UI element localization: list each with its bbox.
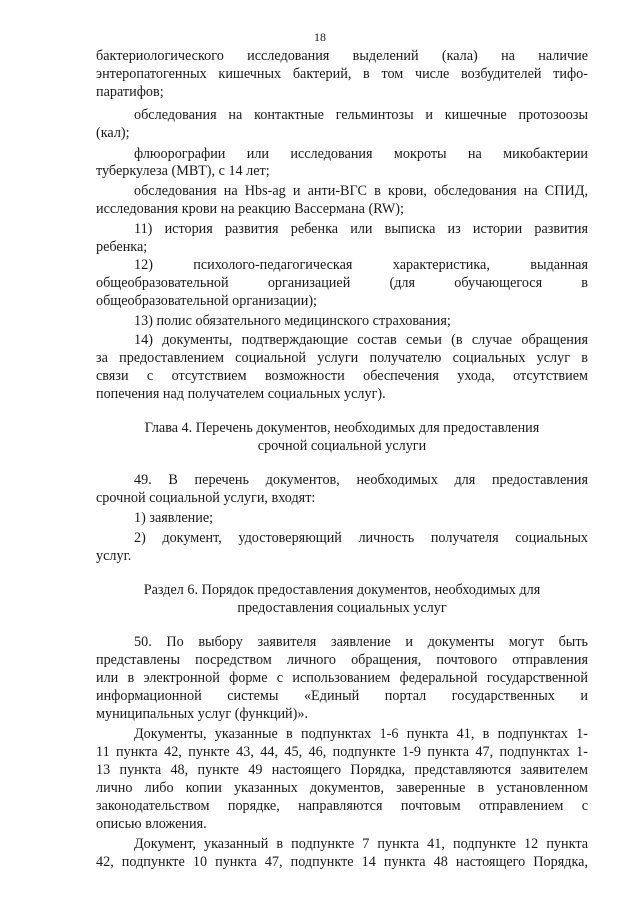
- text-line: общеобразовательной организации);: [96, 293, 318, 309]
- text-line: бактериологического исследования выделений (кала) на наличие: [96, 48, 588, 64]
- text-line: общеобразовательной организацией (для обучающегося в: [96, 275, 588, 291]
- text-line: 13) полис обязательного медицинского страхования;: [134, 313, 451, 329]
- text-line: Документ, указанный в подпункте 7 пункта 41, подпункте 12 пункта: [134, 836, 588, 852]
- text-line: 14) документы, подтверждающие состав семьи (в случае обращения: [134, 332, 588, 348]
- text-line: обследования на контактные гельминтозы и кишечные протозоозы: [134, 107, 588, 123]
- text-line: 13 пункта 48, пункте 49 настоящего Порядка, представляются заявителем: [96, 762, 588, 778]
- text-line: (кал);: [96, 125, 130, 141]
- text-line: 42, подпункте 10 пункта 47, подпункте 14 пункта 48 настоящего Порядка,: [96, 854, 588, 870]
- text-line: 1) заявление;: [134, 510, 214, 526]
- text-line: представлены посредством личного обращения, почтового отправления: [96, 652, 588, 668]
- text-line: муниципальных услуг (функций)».: [96, 706, 308, 722]
- text-line: 11 пункта 42, пункте 43, 44, 45, 46, подпункте 1-9 пункта 47, подпунктах 1-: [96, 744, 588, 760]
- text-line: флюорографии или исследования мокроты на микобактерии: [134, 146, 588, 162]
- text-line: паратифов;: [96, 84, 164, 100]
- text-line: или в электронной форме с использованием федеральной государственной: [96, 670, 588, 686]
- text-line: 49. В перечень документов, необходимых для предоставления: [134, 472, 588, 488]
- chapter-heading: Глава 4. Перечень документов, необходимых для предоставления: [144, 420, 540, 436]
- text-line: услуг.: [96, 548, 132, 564]
- text-line: 11) история развития ребенка или выписка из истории развития: [134, 221, 588, 237]
- text-line: туберкулеза (МВТ), с 14 лет;: [96, 163, 270, 179]
- text-line: информационной системы «Единый портал государственных и: [96, 688, 588, 704]
- chapter-heading: срочной социальной услуги: [257, 438, 427, 454]
- text-line: срочной социальной услуги, входят:: [96, 490, 316, 506]
- text-line: ребенка;: [96, 239, 148, 255]
- text-line: лично либо копии указанных документов, заверенные в установленном: [96, 780, 588, 796]
- text-line: за предоставлением социальной услуги получателю социальных услуг в: [96, 350, 588, 366]
- page-number: 18: [314, 30, 326, 44]
- text-line: 50. По выбору заявителя заявление и документы могут быть: [134, 634, 588, 650]
- text-line: описью вложения.: [96, 816, 207, 832]
- section-heading: предоставления социальных услуг: [237, 600, 447, 616]
- text-line: 2) документ, удостоверяющий личность получателя социальных: [134, 530, 588, 546]
- text-line: исследования крови на реакцию Вассермана (RW);: [96, 201, 404, 217]
- text-line: Документы, указанные в подпунктах 1-6 пункта 41, в подпунктах 1-: [134, 726, 588, 742]
- text-line: энтеропатогенных кишечных бактерий, в том числе возбудителей тифо-: [96, 66, 588, 82]
- text-line: обследования на Hbs-ag и анти-ВГС в крови, обследования на СПИД,: [134, 183, 588, 199]
- text-line: 12) психолого-педагогическая характеристика, выданная: [134, 257, 588, 273]
- text-line: попечения над получателем социальных услуг).: [96, 386, 386, 402]
- text-line: законодательством порядке, направляются почтовым отправлением с: [96, 798, 588, 814]
- text-line: связи с отсутствием возможности обеспечения ухода, отсутствием: [96, 368, 588, 384]
- section-heading: Раздел 6. Порядок предоставления документов, необходимых для: [143, 582, 541, 598]
